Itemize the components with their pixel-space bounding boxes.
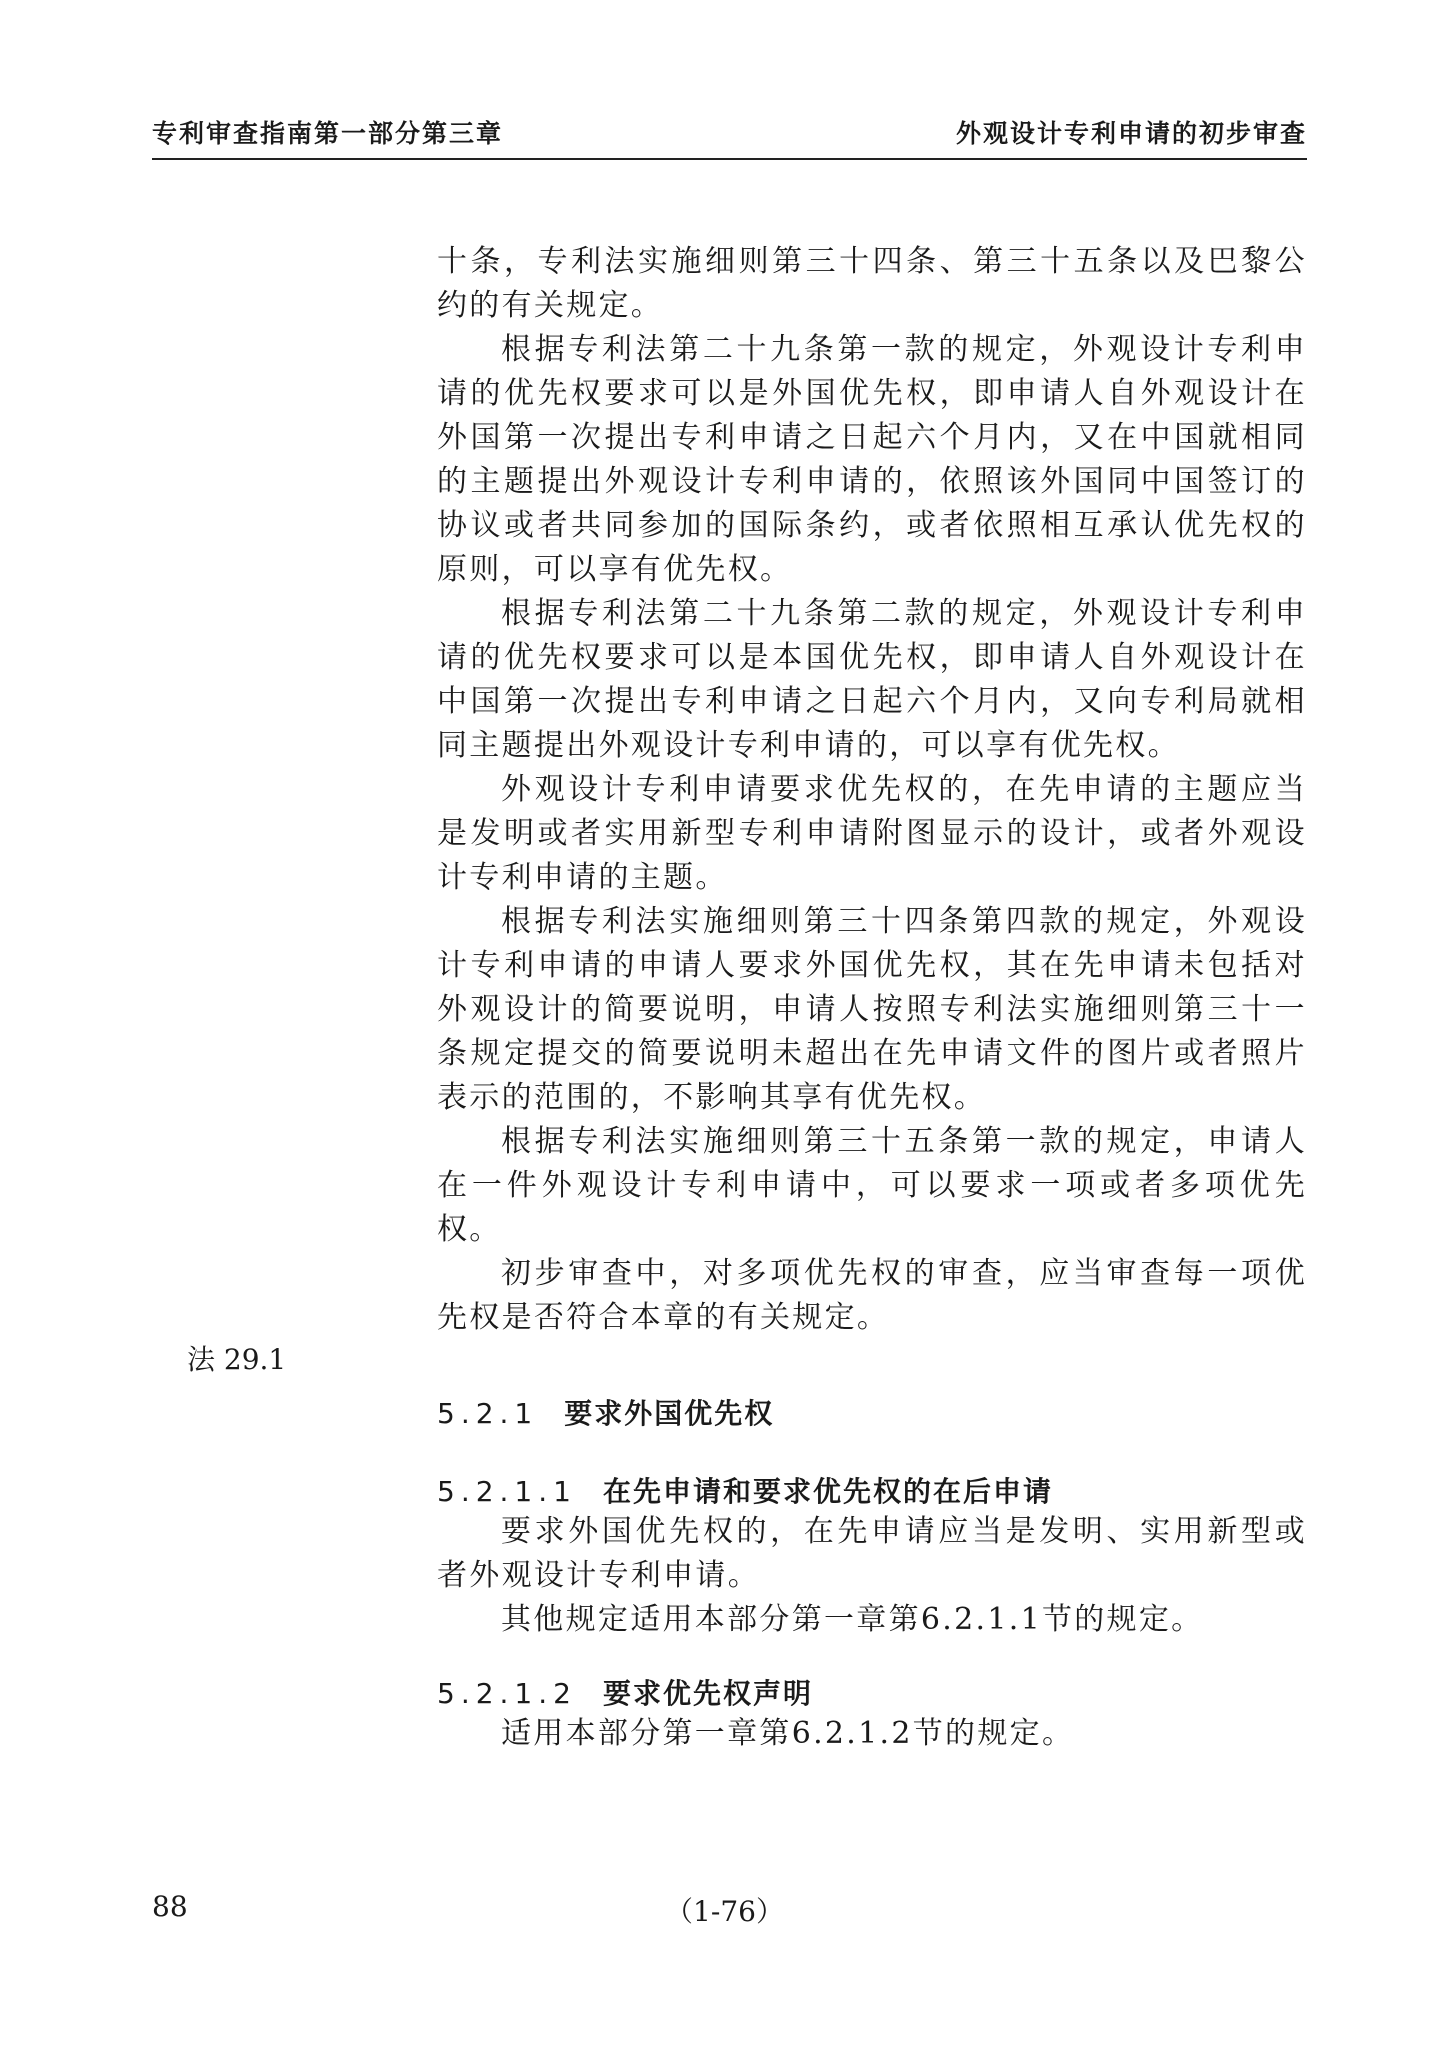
page-number: 88 bbox=[152, 1890, 188, 1923]
paragraph: 外观设计专利申请要求优先权的，在先申请的主题应当是发明或者实用新型专利申请附图显示的设计，或者外观设计专利申请的主题。 bbox=[437, 772, 1307, 895]
margin-law-reference: 法 29.1 bbox=[187, 1343, 287, 1376]
paragraph: 适用本部分第一章第6.2.1.2节的规定。 bbox=[501, 1716, 1075, 1751]
section-title: 在先申请和要求优先权的在后申请 bbox=[602, 1475, 1053, 1508]
section-number: 5.2.1.2 bbox=[437, 1677, 577, 1710]
section-heading-5-2-1-1 bbox=[437, 1470, 1307, 1510]
section-title: 要求外国优先权 bbox=[564, 1397, 775, 1430]
paragraph: 根据专利法第二十九条第二款的规定，外观设计专利申请的优先权要求可以是本国优先权，即申请人自外观设计在中国第一次提出专利申请之日起六个月内，又向专利局就相同主题提出外观设计专利申请的，可以享有优先权。 bbox=[437, 596, 1307, 763]
section-page-ref: （1-76） bbox=[665, 1895, 784, 1928]
paragraph: 根据专利法第二十九条第一款的规定，外观设计专利申请的优先权要求可以是外国优先权，即申请人自外观设计在外国第一次提出专利申请之日起六个月内，又在中国就相同的主题提出外观设计专利申请的，依照该外国同中国签订的协议或者共同参加的国际条约，或者依照相互承认优先权的原则，可以享有优先权。 bbox=[437, 332, 1307, 587]
paragraph: 根据专利法实施细则第三十五条第一款的规定，申请人在一件外观设计专利申请中，可以要求一项或者多项优先权。 bbox=[437, 1124, 1307, 1247]
main-body bbox=[437, 240, 1307, 1756]
section-title: 要求优先权声明 bbox=[602, 1677, 813, 1710]
running-header bbox=[152, 116, 1307, 160]
paragraph: 初步审查中，对多项优先权的审查，应当审查每一项优先权是否符合本章的有关规定。 bbox=[437, 1256, 1307, 1335]
section-number: 5.2.1 bbox=[437, 1397, 539, 1430]
paragraph: 十条，专利法实施细则第三十四条、第三十五条以及巴黎公约的有关规定。 bbox=[437, 244, 1307, 323]
section-heading-5-2-1-2 bbox=[437, 1672, 1307, 1712]
section-heading-5-2-1 bbox=[437, 1392, 1307, 1432]
section-number: 5.2.1.1 bbox=[437, 1475, 577, 1508]
paragraph: 根据专利法实施细则第三十四条第四款的规定，外观设计专利申请的申请人要求外国优先权，其在先申请未包括对外观设计的简要说明，申请人按照专利法实施细则第三十一条规定提交的简要说明未超出在先申请文件的图片或者照片表示的范围的，不影响其享有优先权。 bbox=[437, 904, 1307, 1115]
header-chapter: 专利审查指南第一部分第三章 bbox=[152, 119, 504, 148]
paragraph: 其他规定适用本部分第一章第6.2.1.1节的规定。 bbox=[501, 1602, 1204, 1637]
paragraph: 要求外国优先权的，在先申请应当是发明、实用新型或者外观设计专利申请。 bbox=[437, 1514, 1307, 1593]
header-title: 外观设计专利申请的初步审查 bbox=[955, 119, 1307, 148]
